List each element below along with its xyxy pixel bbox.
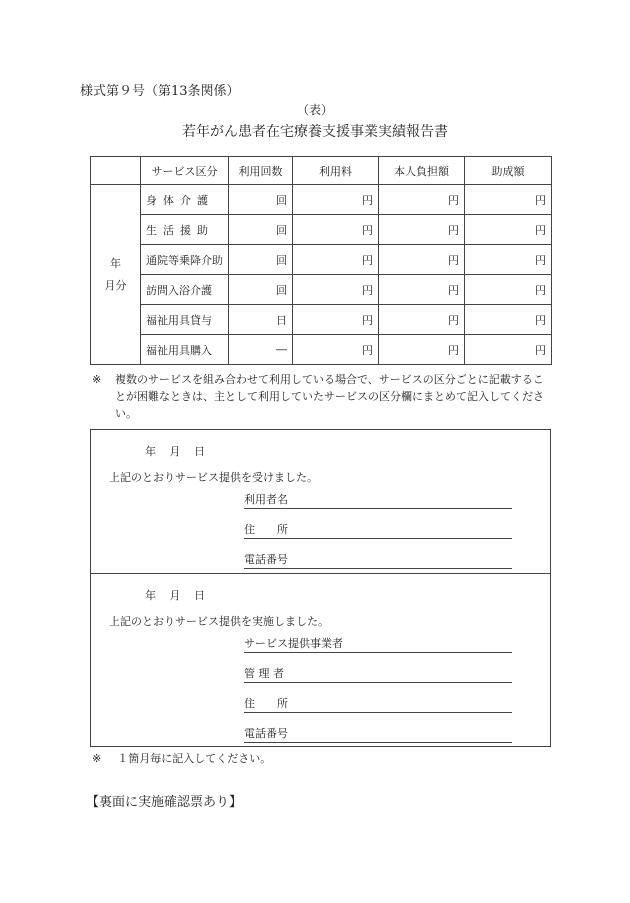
service-name: 通院等乗降介助 [141,245,229,275]
side-label: （表） [296,103,333,117]
usage-count-cell[interactable]: 回 [229,185,293,215]
usage-fee-cell[interactable]: 円 [293,245,379,275]
header-usage-fee: 利用料 [293,157,379,185]
user-address-field[interactable]: 住 所 [244,521,512,539]
usage-count-cell[interactable]: 回 [229,275,293,305]
header-subsidy: 助成額 [465,157,552,185]
subsidy-cell[interactable]: 円 [465,335,552,365]
subsidy-cell[interactable]: 円 [465,215,552,245]
usage-count-cell[interactable]: 日 [229,305,293,335]
table-row [91,335,552,365]
subsidy-cell[interactable]: 円 [465,305,552,335]
self-pay-cell[interactable]: 円 [379,185,465,215]
note-mark: ※ [92,752,102,765]
provider-address-field[interactable]: 住 所 [244,695,512,713]
service-name: 生活援助 [141,215,229,245]
period-month: 月分 [104,278,127,292]
service-name: 福祉用具購入 [141,335,229,365]
section-divider [91,573,550,574]
user-name-field[interactable]: 利用者名 [244,491,512,509]
usage-fee-cell[interactable]: 円 [293,275,379,305]
self-pay-cell[interactable]: 円 [379,305,465,335]
usage-fee-cell[interactable]: 円 [293,335,379,365]
service-name: 身体介護 [141,185,229,215]
service-name: 福祉用具貸与 [141,305,229,335]
usage-fee-cell[interactable]: 円 [293,305,379,335]
service-name: 訪問入浴介護 [141,275,229,305]
back-side-note: 【裏面に実施確認票あり】 [86,795,243,810]
self-pay-cell[interactable]: 円 [379,245,465,275]
self-pay-cell[interactable]: 円 [379,215,465,245]
note-mark: ※ [92,373,102,386]
self-pay-cell[interactable]: 円 [379,335,465,365]
table-header-row [91,157,552,185]
usage-count-cell[interactable]: ― [229,335,293,365]
provision-date[interactable]: 年 月 日 [145,589,205,602]
table-row [91,275,552,305]
document-title: 若年がん患者在宅療養支援事業実績報告書 [182,124,448,140]
receipt-statement: 上記のとおりサービス提供を受けました。 [109,471,318,484]
manager-field[interactable]: 管 理 者 [244,665,512,683]
combined-service-note [92,371,554,422]
provider-name-field[interactable]: サービス提供事業者 [244,635,512,653]
form-number: 様式第９号（第13条関係） [80,84,240,99]
confirmation-box [90,429,551,747]
report-table [90,156,552,365]
self-pay-cell[interactable]: 円 [379,275,465,305]
subsidy-cell[interactable]: 円 [465,275,552,305]
header-blank [91,157,141,185]
note-text: １箇月毎に記入してください。 [117,752,272,765]
period-cell [91,185,141,365]
receipt-date[interactable]: 年 月 日 [145,445,205,458]
subsidy-cell[interactable]: 円 [465,245,552,275]
table-row [91,215,552,245]
header-service-category: サービス区分 [141,157,229,185]
monthly-entry-note [92,750,271,766]
usage-fee-cell[interactable]: 円 [293,215,379,245]
table-row [91,185,552,215]
table-row [91,305,552,335]
note-text: 複数のサービスを組み合わせて利用している場合で、サービスの区分ごとに記載することが困難なときは、主として利用していたサービスの区分欄にまとめて記入してください。 [115,373,544,420]
usage-count-cell[interactable]: 回 [229,215,293,245]
usage-count-cell[interactable]: 回 [229,245,293,275]
header-self-pay: 本人負担額 [379,157,465,185]
subsidy-cell[interactable]: 円 [465,185,552,215]
user-phone-field[interactable]: 電話番号 [244,551,512,569]
header-usage-count: 利用回数 [229,157,293,185]
usage-fee-cell[interactable]: 円 [293,185,379,215]
period-year: 年 [110,256,121,270]
provision-statement: 上記のとおりサービス提供を実施しました。 [109,615,329,628]
table-row [91,245,552,275]
provider-phone-field[interactable]: 電話番号 [244,725,512,743]
